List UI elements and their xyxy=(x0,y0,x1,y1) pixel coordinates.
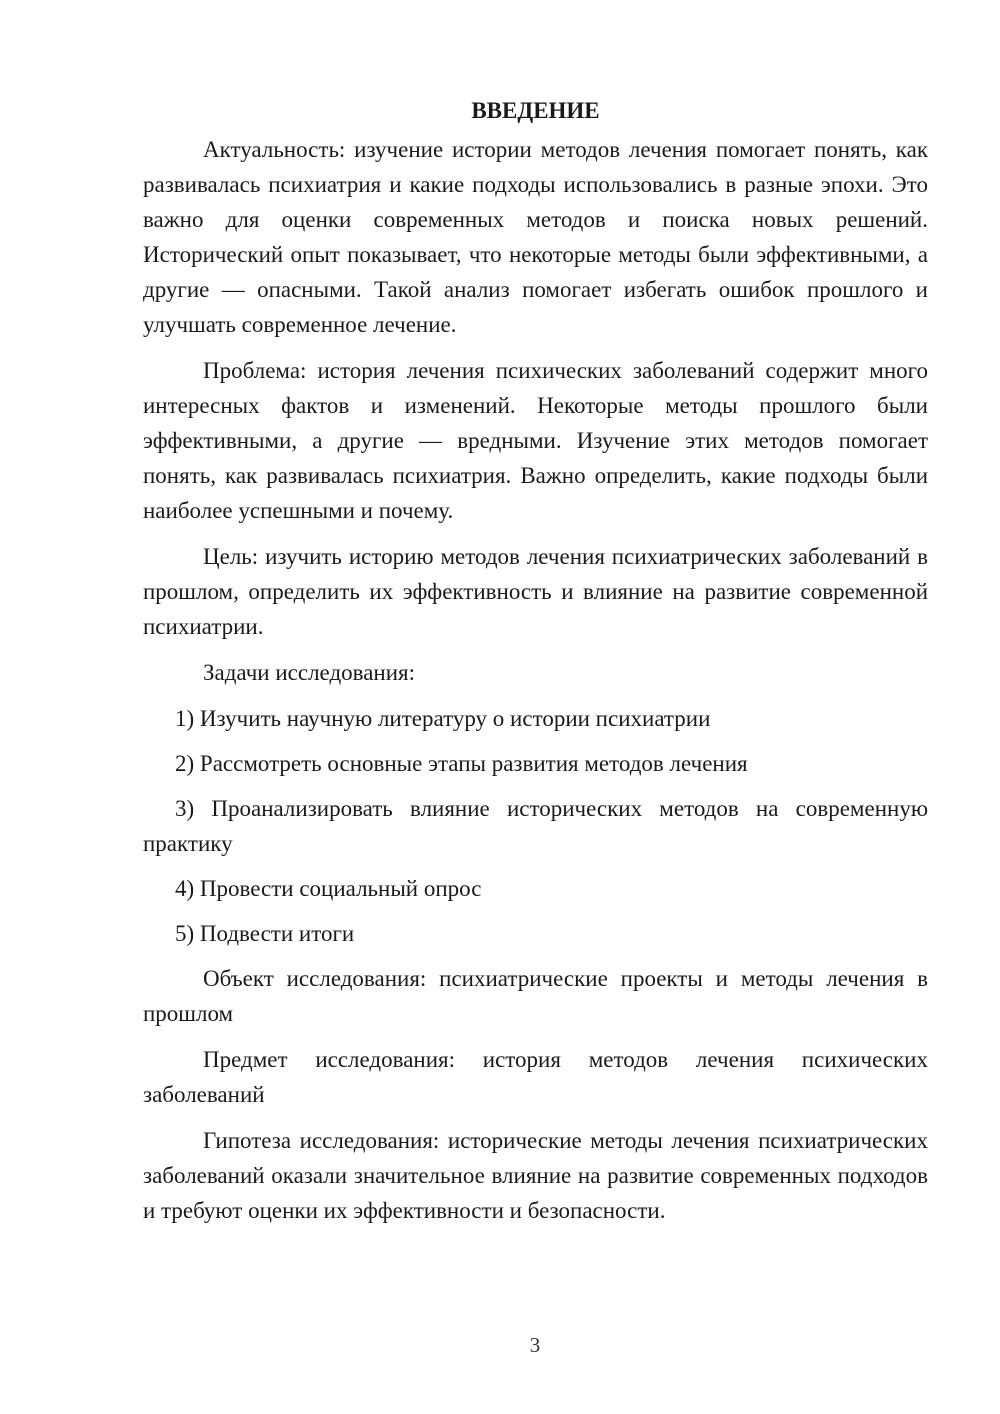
page-number: 3 xyxy=(529,1333,541,1357)
object-paragraph: Объект исследования: психиатрические проекты и методы лечения в прошлом xyxy=(143,966,928,1026)
problem-paragraph: Проблема: история лечения психических заболеваний содержит много интересных фактов и изменений. Некоторые методы прошлого были эффективными, а другие — вредными. Изучение этих методов помогает понять, как развивалась психиатрия. Важно определить, какие подходы были наиболее успешными и почему. xyxy=(143,358,928,523)
section-title: ВВЕДЕНИЕ xyxy=(471,98,600,123)
task-item-4: 4) Провести социальный опрос xyxy=(175,876,482,901)
document-body xyxy=(143,93,928,1239)
tasks-heading: Задачи исследования: xyxy=(203,660,416,685)
subject-paragraph: Предмет исследования: история методов лечения психических заболеваний xyxy=(143,1047,928,1107)
task-item-3: 3) Проанализировать влияние исторических методов на современную практику xyxy=(143,796,928,856)
hypothesis-paragraph: Гипотеза исследования: исторические методы лечения психиатрических заболеваний оказали значительное влияние на развитие современных подходов и требуют оценки их эффективности и безопасности. xyxy=(143,1128,928,1223)
task-item-2: 2) Рассмотреть основные этапы развития методов лечения xyxy=(175,751,748,776)
task-item-5: 5) Подвести итоги xyxy=(175,921,355,946)
relevance-paragraph: Актуальность: изучение истории методов лечения помогает понять, как развивалась психиатрия и какие подходы использовались в разные эпохи. Это важно для оценки современных методов и поиска новых решений. Исторический опыт показывает, что некоторые методы были эффективными, а другие — опасными. Такой анализ помогает избегать ошибок прошлого и улучшать современное лечение. xyxy=(143,137,928,337)
task-item-1: 1) Изучить научную литературу о истории психиатрии xyxy=(175,706,711,731)
goal-paragraph: Цель: изучить историю методов лечения психиатрических заболеваний в прошлом, определить их эффективность и влияние на развитие современной психиатрии. xyxy=(143,544,928,639)
